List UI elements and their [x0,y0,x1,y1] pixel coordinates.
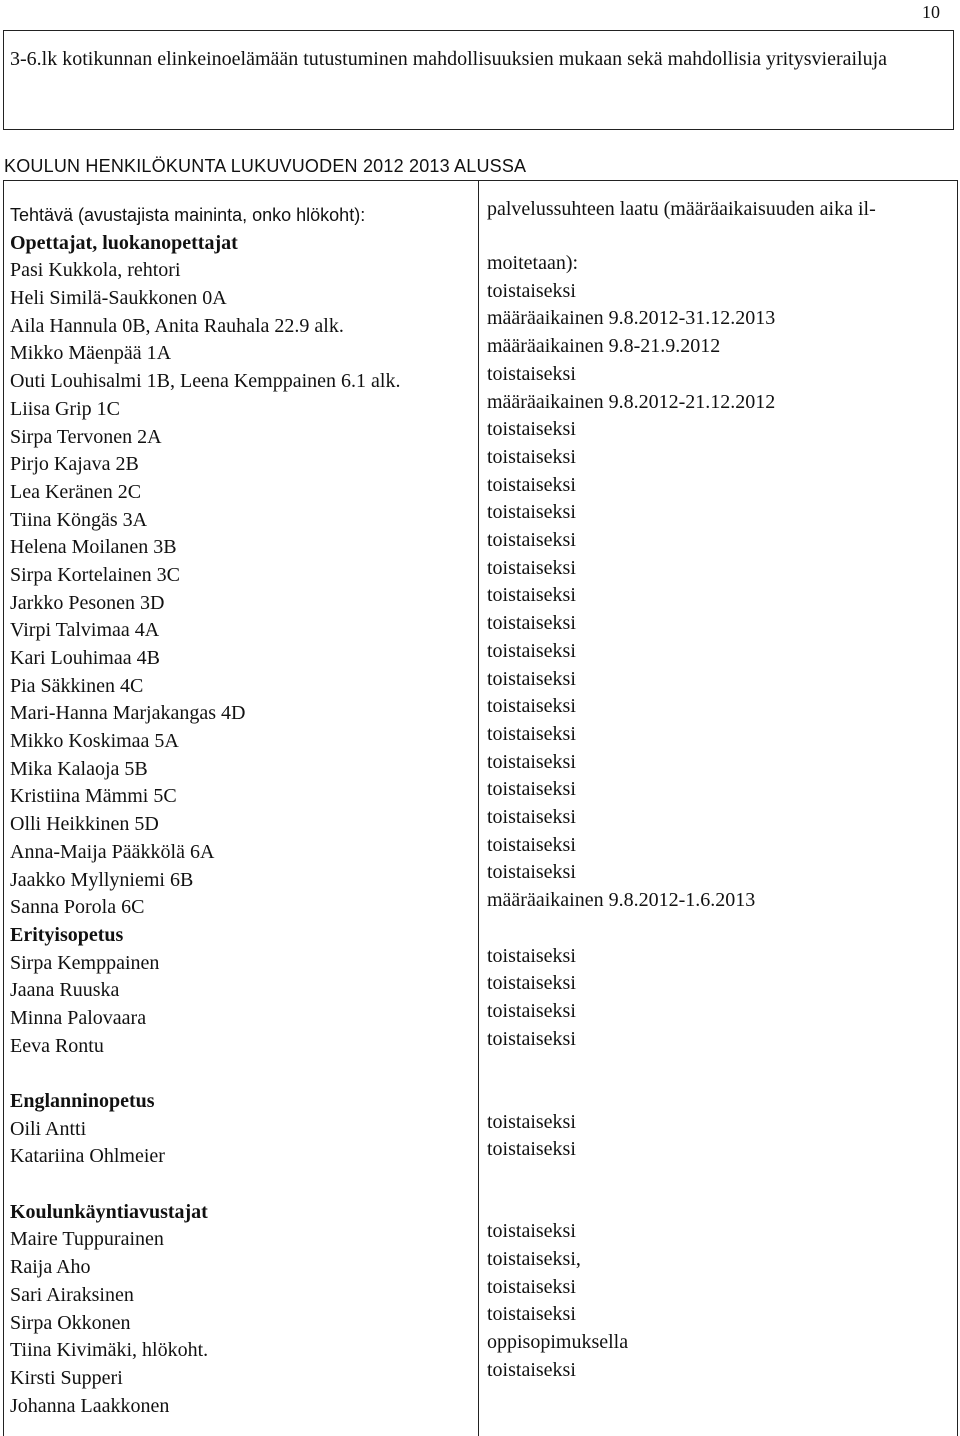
staff-row: Tiina Kivimäki, hlökoht. [10,1339,209,1362]
staff-row: Helena Moilanen 3B [10,536,177,559]
employment-status: määräaikainen 9.8-21.9.2012 [487,335,721,358]
staff-row: Kirsti Supperi [10,1366,123,1389]
employment-status: toistaiseksi [487,972,576,995]
staff-row: Pasi Kukkola, rehtori [10,259,181,282]
employment-status: toistaiseksi [487,556,576,579]
staff-row: Mika Kalaoja 5B [10,757,148,780]
staff-row: Liisa Grip 1C [10,397,120,420]
employment-status: toistaiseksi [487,445,576,468]
employment-status: toistaiseksi [487,584,576,607]
staff-row: Tehtävä (avustajista maininta, onko hlökoht): [10,205,366,225]
employment-status: toistaiseksi [487,501,576,524]
employment-status: toistaiseksi [487,1110,576,1133]
staff-row: Oili Antti [10,1117,87,1140]
employment-status: toistaiseksi [487,639,576,662]
employment-status: oppisopimuksella [487,1330,629,1353]
staff-row: Eeva Rontu [10,1034,104,1057]
staff-row: Sirpa Kemppainen [10,951,160,974]
employment-status: toistaiseksi [487,833,576,856]
staff-row: Jarkko Pesonen 3D [10,591,165,614]
employment-status: toistaiseksi [487,750,576,773]
employment-status: toistaiseksi [487,529,576,551]
employment-status: toistaiseksi [487,418,576,441]
section-label: Opettajat, luokanopettajat [10,231,238,254]
staff-row: Sanna Porola 6C [10,896,145,919]
staff-row: Johanna Laakkonen [10,1394,170,1417]
staff-row: Olli Heikkinen 5D [10,813,159,836]
employment-status: toistaiseksi, [487,1247,581,1270]
employment-status: toistaiseksi [487,279,576,302]
staff-row: Anna-Maija Pääkkölä 6A [10,840,215,863]
employment-status: toistaiseksi [487,861,576,884]
staff-row: Jaakko Myllyniemi 6B [10,868,194,891]
section-label: Erityisopetus [10,923,124,946]
staff-row: Sari Airaksinen [10,1283,134,1306]
section-heading: KOULUN HENKILÖKUNTA LUKUVUODEN 2012 2013 ALUSSA [4,156,527,176]
employment-status: toistaiseksi [487,1220,576,1243]
employment-status: toistaiseksi [487,473,576,496]
section-label: Koulunkäyntiavustajat [10,1200,208,1223]
staff-row: Mari-Hanna Marjakangas 4D [10,702,246,725]
employment-status: toistaiseksi [487,612,576,635]
staff-row: Katariina Ohlmeier [10,1145,165,1168]
employment-status: toistaiseksi [487,999,576,1022]
section-label: Englanninopetus [10,1090,155,1112]
employment-status: toistaiseksi [487,806,576,828]
page-number: 10 [922,2,940,22]
staff-row: Jaana Ruuska [10,979,120,1002]
staff-row: Minna Palovaara [10,1006,147,1029]
staff-row: Kari Louhimaa 4B [10,647,160,669]
employment-status: toistaiseksi [487,362,576,385]
employment-status: määräaikainen 9.8.2012-21.12.2012 [487,390,776,413]
employment-status: toistaiseksi [487,1138,576,1161]
staff-row: Maire Tuppurainen [10,1228,164,1251]
intro-box [3,30,954,130]
employment-status: toistaiseksi [487,722,576,745]
employment-status: toistaiseksi [487,1027,576,1050]
staff-row: Raija Aho [10,1256,91,1279]
staff-row: Outi Louhisalmi 1B, Leena Kemppainen 6.1 alk. [10,370,401,393]
staff-names-column [10,202,470,1420]
employment-status: palvelussuhteen laatu (määräaikaisuuden aika il- [487,198,876,220]
staff-row: Mikko Koskimaa 5A [10,730,179,753]
staff-row [10,1060,470,1088]
employment-status: toistaiseksi [487,778,576,801]
staff-row: Virpi Talvimaa 4A [10,619,160,642]
staff-row: Lea Keränen 2C [10,480,142,503]
employment-status: toistaiseksi [487,1303,576,1326]
employment-status: moitetaan): [487,252,579,274]
employment-status: toistaiseksi [487,695,576,718]
employment-status: toistaiseksi [487,1275,576,1298]
staff-row: Heli Similä-Saukkonen 0A [10,287,227,310]
staff-row: Tiina Köngäs 3A [10,508,148,531]
employment-status: toistaiseksi [487,944,576,967]
employment-status: määräaikainen 9.8.2012-31.12.2013 [487,307,776,330]
staff-row: Kristiina Mämmi 5C [10,785,177,808]
employment-status: määräaikainen 9.8.2012-1.6.2013 [487,889,756,912]
staff-row: Sirpa Okkonen [10,1311,131,1334]
staff-row: Sirpa Tervonen 2A [10,425,162,448]
intro-text: 3-6.lk kotikunnan elinkeinoelämään tutustuminen mahdollisuuksien mukaan sekä mahdollisia yritysvierailuja [10,48,888,70]
staff-row: Pia Säkkinen 4C [10,674,144,697]
employment-status: toistaiseksi [487,667,576,690]
staff-row [10,1171,470,1199]
staff-row: Aila Hannula 0B, Anita Rauhala 22.9 alk. [10,314,344,337]
staff-row: Pirjo Kajava 2B [10,453,139,476]
staff-row: Mikko Mäenpää 1A [10,342,172,365]
column-divider [478,180,479,1436]
staff-row: Sirpa Kortelainen 3C [10,563,180,586]
employment-status: toistaiseksi [487,1358,576,1381]
